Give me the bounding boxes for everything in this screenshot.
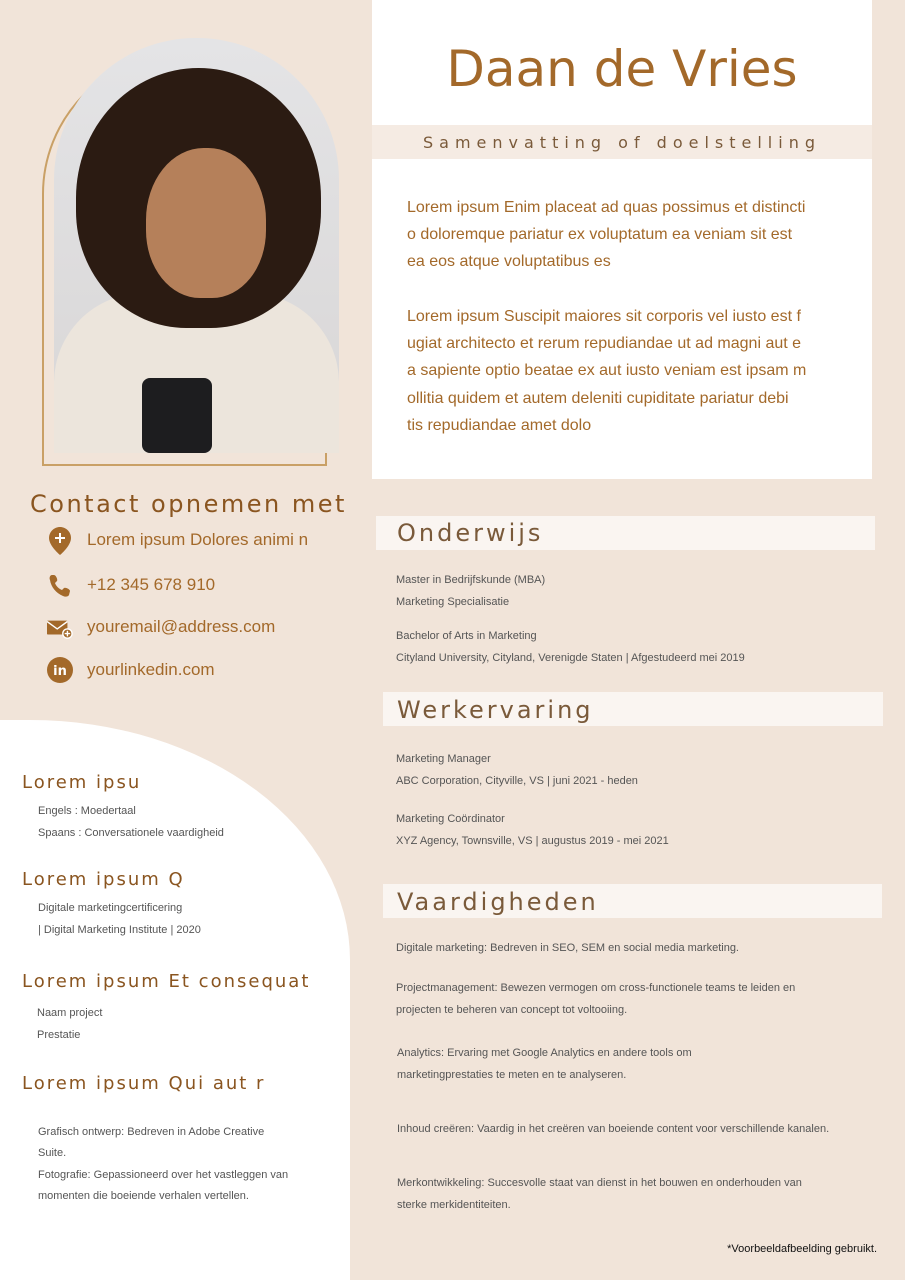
summary-line: a sapiente optio beatae ex aut iusto veniam est ipsam m	[407, 362, 807, 379]
summary-line: o doloremque pariatur ex voluptatum ea veniam sit est	[407, 226, 793, 243]
summary-title: Samenvatting of doelstelling	[422, 133, 821, 152]
footnote: *Voorbeeldafbeelding gebruikt.	[727, 1243, 877, 1255]
languages-item: Engels : Moedertaal	[38, 805, 136, 817]
contact-linkedin	[47, 657, 215, 683]
education-entry: Marketing Specialisatie	[396, 596, 510, 608]
contact-phone-text: +12 345 678 910	[87, 575, 216, 594]
interests-item: Grafisch ontwerp: Bedreven in Adobe Creative	[38, 1126, 265, 1138]
skills-entry: marketingprestaties te meten en te analyseren.	[397, 1069, 627, 1081]
location-pin-icon	[47, 528, 73, 554]
skills-entry: Merkontwikkeling: Succesvolle staat van dienst in het bouwen en onderhouden van	[397, 1177, 802, 1189]
education-entry: Master in Bedrijfskunde (MBA)	[396, 574, 546, 586]
summary-line: ugiat architecto et rerum repudiandae ut ad magni aut e	[407, 335, 802, 352]
interests-heading: Lorem ipsum Qui aut r	[22, 1073, 266, 1094]
photo-face	[146, 148, 266, 298]
projects-heading: Lorem ipsum Et consequat	[22, 971, 311, 992]
languages-heading: Lorem ipsu	[22, 772, 142, 793]
contact-address-text: Lorem ipsum Dolores animi n	[87, 530, 309, 549]
interests-item: momenten die boeiende verhalen vertellen.	[38, 1190, 249, 1202]
experience-entry: Marketing Coördinator	[396, 813, 505, 825]
experience-entry: Marketing Manager	[396, 753, 491, 765]
person-name: Daan de Vries	[446, 40, 798, 98]
email-icon	[47, 615, 73, 641]
skills-entry: Digitale marketing: Bedreven in SEO, SEM en social media marketing.	[396, 942, 739, 954]
linkedin-icon	[47, 657, 73, 683]
skills-entry: Projectmanagement: Bewezen vermogen om cross-functionele teams te leiden en	[396, 982, 796, 994]
skills-entry: sterke merkidentiteiten.	[397, 1199, 511, 1211]
experience-entry: ABC Corporation, Cityville, VS | juni 2021 - heden	[396, 775, 638, 787]
contact-address	[47, 528, 309, 554]
experience-entry: XYZ Agency, Townsville, VS | augustus 2019 - mei 2021	[396, 835, 669, 847]
contact-email	[47, 615, 276, 641]
profile-photo	[54, 38, 339, 453]
interests-item: Suite.	[38, 1147, 67, 1159]
certifications-heading: Lorem ipsum Q	[22, 869, 185, 890]
summary-line: ollitia quidem et autem deleniti cupiditate pariatur debi	[407, 390, 789, 407]
languages-item: Spaans : Conversationele vaardigheid	[38, 827, 224, 839]
education-title: Onderwijs	[397, 519, 544, 547]
summary-line: Lorem ipsum Enim placeat ad quas possimus et distincti	[407, 199, 806, 216]
skills-entry: Analytics: Ervaring met Google Analytics en andere tools om	[397, 1047, 692, 1059]
education-entry: Bachelor of Arts in Marketing	[396, 630, 537, 642]
certifications-item: Digitale marketingcertificering	[38, 902, 183, 914]
contact-linkedin-text: yourlinkedin.com	[87, 660, 215, 679]
phone-icon	[47, 573, 73, 599]
svg-text:in: in	[53, 664, 67, 679]
projects-item: Prestatie	[37, 1029, 81, 1041]
experience-title: Werkervaring	[397, 696, 594, 724]
interests-item: Fotografie: Gepassioneerd over het vastleggen van	[38, 1169, 289, 1181]
skills-entry: projecten te beheren van concept tot voltooiing.	[396, 1004, 628, 1016]
summary-line: Lorem ipsum Suscipit maiores sit corporis vel iusto est f	[407, 308, 801, 325]
photo-phone	[142, 378, 212, 453]
contact-phone	[47, 573, 216, 599]
contact-email-text: youremail@address.com	[87, 617, 276, 636]
summary-line: tis repudiandae amet dolo	[407, 417, 592, 434]
skills-title: Vaardigheden	[397, 888, 599, 916]
contact-title: Contact opnemen met	[30, 490, 347, 518]
education-entry: Cityland University, Cityland, Verenigde Staten | Afgestudeerd mei 2019	[396, 652, 745, 664]
summary-line: ea eos atque voluptatibus es	[407, 253, 611, 270]
certifications-item: | Digital Marketing Institute | 2020	[38, 924, 201, 936]
projects-item: Naam project	[37, 1007, 103, 1019]
skills-entry: Inhoud creëren: Vaardig in het creëren van boeiende content voor verschillende kanalen.	[397, 1123, 830, 1135]
